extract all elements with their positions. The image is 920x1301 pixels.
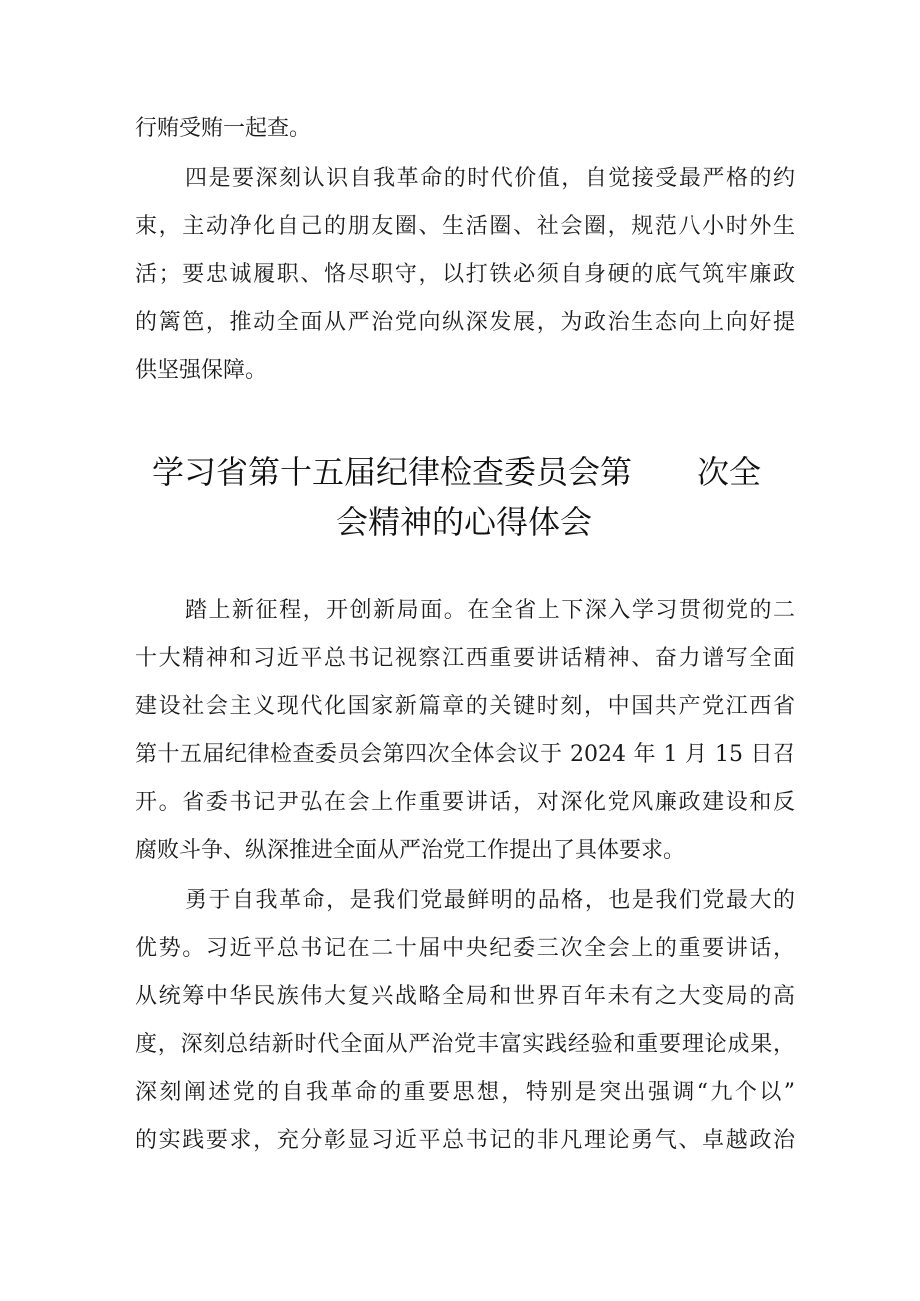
prev-paragraph4-line-5: 供坚强保障。 [135, 358, 268, 383]
paragraph2-line-2: 优势。习近平总书记在二十届中央纪委三次全会上的重要讲话， [135, 936, 795, 961]
prev-paragraph4-line-2: 束，主动净化自己的朋友圈、生活圈、社会圈，规范八小时外生 [135, 214, 795, 239]
article-title-line-2: 会精神的心得体会 [335, 503, 592, 541]
paragraph2-line-5: 深刻阐述党的自我革命的重要思想，特别是突出强调“九个以” [135, 1080, 795, 1105]
paragraph2-line-4: 度，深刻总结新时代全面从严治党丰富实践经验和重要理论成果， [135, 1032, 795, 1057]
paragraph2-line-3: 从统筹中华民族伟大复兴战略全局和世界百年未有之大变局的高 [135, 984, 795, 1009]
article-title-part-1: 学习省第十五届纪律检查委员会第 [152, 453, 633, 491]
paragraph1-line-3: 建设社会主义现代化国家新篇章的关键时刻，中国共产党江西省 [135, 694, 795, 719]
prev-paragraph4-line-1: 四是要深刻认识自我革命的时代价值，自觉接受最严格的约 [185, 166, 795, 191]
paragraph2-line-1: 勇于自我革命，是我们党最鲜明的品格，也是我们党最大的 [185, 888, 795, 913]
paragraph1-line-4: 第十五届纪律检查委员会第四次全体会议于 2024 年 1 月 15 日召 [135, 742, 795, 767]
article-title-part-2: 次全 [697, 453, 762, 491]
prev-paragraph4-line-4: 的篱笆，推动全面从严治党向纵深发展，为政治生态向上向好提 [135, 310, 795, 335]
prev-paragraph4-line-3: 活；要忠诚履职、恪尽职守，以打铁必须自身硬的底气筑牢廉政 [135, 262, 795, 287]
paragraph1-line-5: 开。省委书记尹弘在会上作重要讲话，对深化党风廉政建设和反 [135, 790, 795, 815]
paragraph1-line-2: 十大精神和习近平总书记视察江西重要讲话精神、奋力谱写全面 [135, 646, 795, 671]
paragraph2-line-6: 的实践要求，充分彰显习近平总书记的非凡理论勇气、卓越政治 [135, 1128, 795, 1153]
paragraph1-line-6: 腐败斗争、纵深推进全面从严治党工作提出了具体要求。 [135, 838, 686, 863]
paragraph1-line-1: 踏上新征程，开创新局面。在全省上下深入学习贯彻党的二 [185, 598, 795, 623]
prev-paragraph-tail: 行贿受贿一起查。 [135, 116, 312, 141]
